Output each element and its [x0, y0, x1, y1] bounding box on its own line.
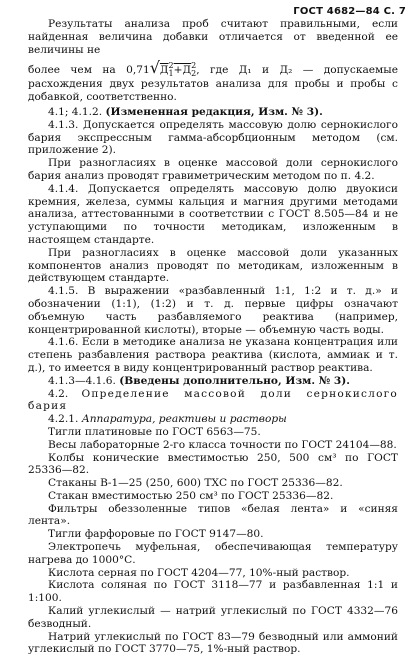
subsection-4-2-1-heading — [28, 413, 398, 426]
clause-4-1-3-4-1-6-number: 4.1.3—4.1.6. — [48, 374, 116, 387]
formula-d1-sub: 1 — [168, 69, 174, 79]
subsection-4-2-1-number: 4.2.1. — [48, 413, 79, 426]
formula-lead-text: более чем на 0,71 — [28, 64, 150, 77]
formula-radicand — [159, 61, 197, 79]
list-item: Кислота соляная по ГОСТ 3118—77 и разбавленная 1:1 и 1:100. — [28, 579, 398, 605]
clause-4-1-4: 4.1.4. Допускается определять массовую долю двуокиси кремния, железа, суммы кальция и магния другими методами анализа, аттестованными в соответствии с ГОСТ 8.505—84 и не уступающими по точности методикам, изложенным в настоящем стандарте. — [28, 182, 398, 246]
list-item: Стакан вместимостью 250 см³ по ГОСТ 25336—82. — [48, 489, 334, 502]
clause-4-1-3-4-1-6-note: (Введены дополнительно, Изм. № 3). — [119, 374, 350, 387]
formula-d1-sup: 2 — [168, 61, 174, 71]
list-item: Тигли фарфоровые по ГОСТ 9147—80. — [48, 528, 264, 541]
section-4-2-number: 4.2. — [48, 387, 69, 400]
clause-4-1-6: 4.1.6. Если в методике анализа не указана концентрация или степень разбавления раствора реактива (кислота, аммиак и т. д.), то имеется в виду концентрированный раствор реактива. — [28, 336, 398, 374]
formula-d1: Д — [159, 64, 169, 77]
section-4-2-heading — [28, 388, 398, 414]
sqrt-formula — [149, 58, 197, 79]
formula-d2-sub: 2 — [191, 69, 197, 79]
list-item: Стаканы В-1—25 (250, 600) ТХС по ГОСТ 25336—82. — [48, 477, 343, 490]
section-4-2-title: Определение массовой доли сернокислого бария — [28, 387, 398, 413]
sqrt-sign-icon: √ — [149, 58, 160, 78]
list-item: Кислота серная по ГОСТ 4204—77, 10%-ный раствор. — [48, 566, 350, 579]
clause-4-1-3-dispute: При разногласиях в оценке массовой доли сернокислого бария анализ проводят гравиметрическим методом по п. 4.2. — [28, 157, 398, 182]
list-item: Тигли платиновые по ГОСТ 6563—75. — [48, 425, 261, 438]
clause-4-1-2-number: 4.1; 4.1.2. — [48, 105, 103, 118]
formula-d2-sup: 2 — [191, 61, 197, 71]
paragraph-formula — [28, 58, 398, 104]
paragraph-results: Результаты анализа проб считают правильными, если найденная величина добавки отличается от введенной ее величины не — [28, 18, 398, 56]
list-item: Колбы конические вместимостью 250, 500 см³ по ГОСТ 25336—82. — [28, 451, 398, 477]
clause-4-1-3-4-1-6 — [28, 375, 398, 388]
list-item: Фильтры обеззоленные типов «белая лента» и «синяя лента». — [28, 502, 398, 528]
clause-4-1-3: 4.1.3. Допускается определять массовую долю сернокислого бария экспрессным гамма-абсорбционным методом (см. приложение 2). — [28, 118, 398, 157]
clause-4-1-4-dispute: При разногласиях в оценке массовой доли указанных компонентов анализ проводят по методикам, изложенным в действующем стандарте. — [28, 246, 398, 285]
list-item: Электропечь муфельная, обеспечивающая температуру нагрева до 1000°С. — [28, 541, 398, 566]
clause-4-1-2-note: (Измененная редакция, Изм. № 3). — [105, 105, 323, 118]
page-header: ГОСТ 4682—84 С. 7 — [293, 6, 406, 17]
formula-tail-text: , где Д₁ и Д₂ — допускаемые расхождения двух результатов анализа для пробы и пробы с добавкой, соответственно. — [28, 64, 398, 104]
list-item: Весы лабораторные 2-го класса точности по ГОСТ 24104—88. — [48, 438, 397, 451]
subsection-4-2-1-title: Аппаратура, реактивы и растворы — [81, 413, 287, 426]
clause-4-1-2 — [28, 106, 398, 119]
document-body — [28, 18, 398, 656]
list-item: Натрий углекислый по ГОСТ 83—79 безводный или аммоний углекислый по ГОСТ 3770—75, 1%-ный раствор. — [28, 630, 398, 656]
list-item: Калий углекислый — натрий углекислый по ГОСТ 4332—76 безводный. — [28, 605, 398, 630]
formula-d2: +Д — [173, 64, 192, 77]
clause-4-1-5: 4.1.5. В выражении «разбавленный 1:1, 1:2 и т. д.» и обозначении (1:1), (1:2) и т. д. первые цифры означают объемную часть разбавляемого реактива (например, концентрированной кислоты), вторые — объемную часть воды. — [28, 285, 398, 336]
